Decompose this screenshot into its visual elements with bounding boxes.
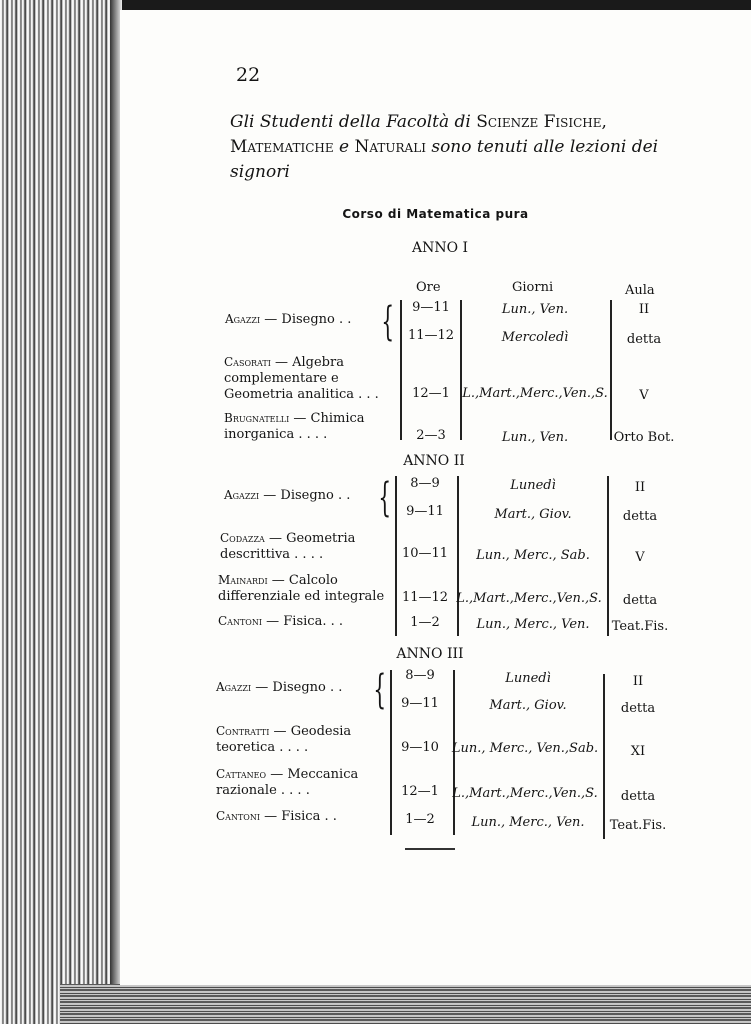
table-row: Codazza — Geometria descrittiva . . . .: [220, 531, 356, 562]
professor-name: Cantoni: [216, 809, 261, 823]
days: L.,Mart.,Merc.,Ven.,S.: [462, 386, 608, 401]
hours: 12—1: [412, 386, 450, 401]
room: II: [638, 302, 650, 317]
room: Orto Bot.: [613, 430, 675, 445]
hours: 10—11: [401, 546, 449, 561]
intro-text-2: e: [333, 137, 355, 157]
professor-name: Cattaneo: [216, 767, 267, 781]
days: L.,Mart.,Merc.,Ven.,S.: [456, 591, 602, 606]
days: Lun., Ven.: [501, 430, 569, 445]
days: Lunedì: [505, 671, 551, 686]
hours: 12—1: [401, 784, 439, 799]
book-page: [120, 10, 751, 985]
book-bottom-edge: [60, 984, 751, 1024]
hours: 9—11: [412, 300, 450, 315]
table-row: Cantoni — Fisica . .: [216, 809, 337, 824]
header-ore: Ore: [416, 280, 441, 295]
hours: 8—9: [410, 476, 440, 491]
subject: Geometria descrittiva . . . .: [220, 531, 356, 562]
days: L.,Mart.,Merc.,Ven.,S.: [452, 786, 598, 801]
room: detta: [620, 789, 656, 804]
professor-name: Codazza: [220, 531, 265, 545]
table-row: Agazzi — Disegno . .: [225, 312, 352, 327]
table-row: Cattaneo — Meccanica razionale . . . .: [216, 767, 359, 798]
table-row: Brugnatelli — Chimica inorganica . . . .: [224, 411, 365, 442]
hours: 9—11: [401, 696, 439, 711]
days: Lun., Ven.: [501, 302, 569, 317]
room: detta: [622, 509, 658, 524]
hours: 8—9: [405, 668, 435, 683]
professor-name: Mainardi: [218, 573, 268, 587]
days: Lunedì: [510, 478, 556, 493]
days: Lun., Merc., Sab.: [476, 548, 590, 563]
hours: 1—2: [410, 615, 440, 630]
room: V: [639, 388, 649, 403]
hours: 9—10: [401, 740, 439, 755]
hours: 11—12: [407, 328, 455, 343]
room: II: [632, 674, 644, 689]
page-number: 22: [236, 64, 261, 86]
table-row: Mainardi — Calcolo differenziale ed integrale: [218, 573, 385, 604]
intro-paragraph: [230, 110, 690, 185]
subject: Algebra complementare e Geometria analitica . . .: [224, 355, 379, 402]
course-title: Corso di Matematica pura: [342, 207, 529, 221]
room: detta: [620, 701, 656, 716]
days: Lun., Merc., Ven.,Sab.: [451, 741, 599, 756]
closing-rule: [405, 848, 455, 850]
room: Teat.Fis.: [611, 619, 669, 634]
days: Mart., Giov.: [494, 507, 572, 522]
days: Lun., Merc., Ven.: [476, 617, 590, 632]
subject: Calcolo differenziale ed integrale: [218, 573, 385, 604]
col-divider: [400, 300, 402, 440]
col-divider: [610, 300, 612, 440]
subject: Disegno . .: [281, 312, 352, 327]
intro-text-1: Gli Studenti della Facoltà di: [230, 112, 477, 132]
brace: {: [378, 475, 392, 521]
days: Mercoledì: [501, 330, 569, 345]
room: XI: [630, 744, 646, 759]
room: Teat.Fis.: [609, 818, 667, 833]
professor-name: Brugnatelli: [224, 411, 290, 425]
subject: Meccanica razionale . . . .: [216, 767, 359, 798]
room: II: [634, 480, 646, 495]
hours: 11—12: [401, 590, 449, 605]
professor-name: Agazzi: [225, 312, 261, 326]
days: Lun., Merc., Ven.: [471, 815, 585, 830]
intro-faculty-1: Scienze Fisiche, Matematiche: [230, 112, 607, 157]
days: Mart., Giov.: [489, 698, 567, 713]
room: detta: [626, 332, 662, 347]
col-divider: [460, 300, 462, 440]
professor-name: Agazzi: [216, 680, 252, 694]
table-row: Agazzi — Disegno . .: [216, 680, 343, 695]
professor-name: Agazzi: [224, 488, 260, 502]
table-row: Contratti — Geodesia teoretica . . . .: [216, 724, 352, 755]
table-row: Agazzi — Disegno . .: [224, 488, 351, 503]
header-giorni: Giorni: [512, 280, 554, 295]
subject: Chimica inorganica . . . .: [224, 411, 365, 442]
brace: {: [381, 299, 395, 345]
hours: 9—11: [406, 504, 444, 519]
hours: 1—2: [405, 812, 435, 827]
brace: {: [373, 667, 387, 713]
hours: 2—3: [416, 428, 446, 443]
professor-name: Casorati: [224, 355, 271, 369]
room: detta: [622, 593, 658, 608]
room: V: [635, 550, 645, 565]
year-heading-2: ANNO II: [403, 453, 465, 469]
subject: Geodesia teoretica . . . .: [216, 724, 352, 755]
header-aula: Aula: [625, 283, 655, 298]
table-row: Cantoni — Fisica. . .: [218, 614, 343, 629]
intro-text-3: sono tenuti alle lezioni dei signori: [230, 137, 659, 182]
year-heading-3: ANNO III: [396, 646, 464, 662]
book-spine-edge: [0, 0, 110, 1024]
subject: Disegno . .: [280, 488, 351, 503]
subject: Fisica. . .: [283, 614, 343, 629]
professor-name: Contratti: [216, 724, 270, 738]
intro-faculty-2: Naturali: [354, 137, 426, 157]
professor-name: Cantoni: [218, 614, 263, 628]
year-heading-1: ANNO I: [411, 240, 469, 256]
subject: Fisica . .: [281, 809, 337, 824]
subject: Disegno . .: [272, 680, 343, 695]
table-row: Casorati — Algebra complementare e Geometria analitica . . .: [224, 355, 379, 402]
